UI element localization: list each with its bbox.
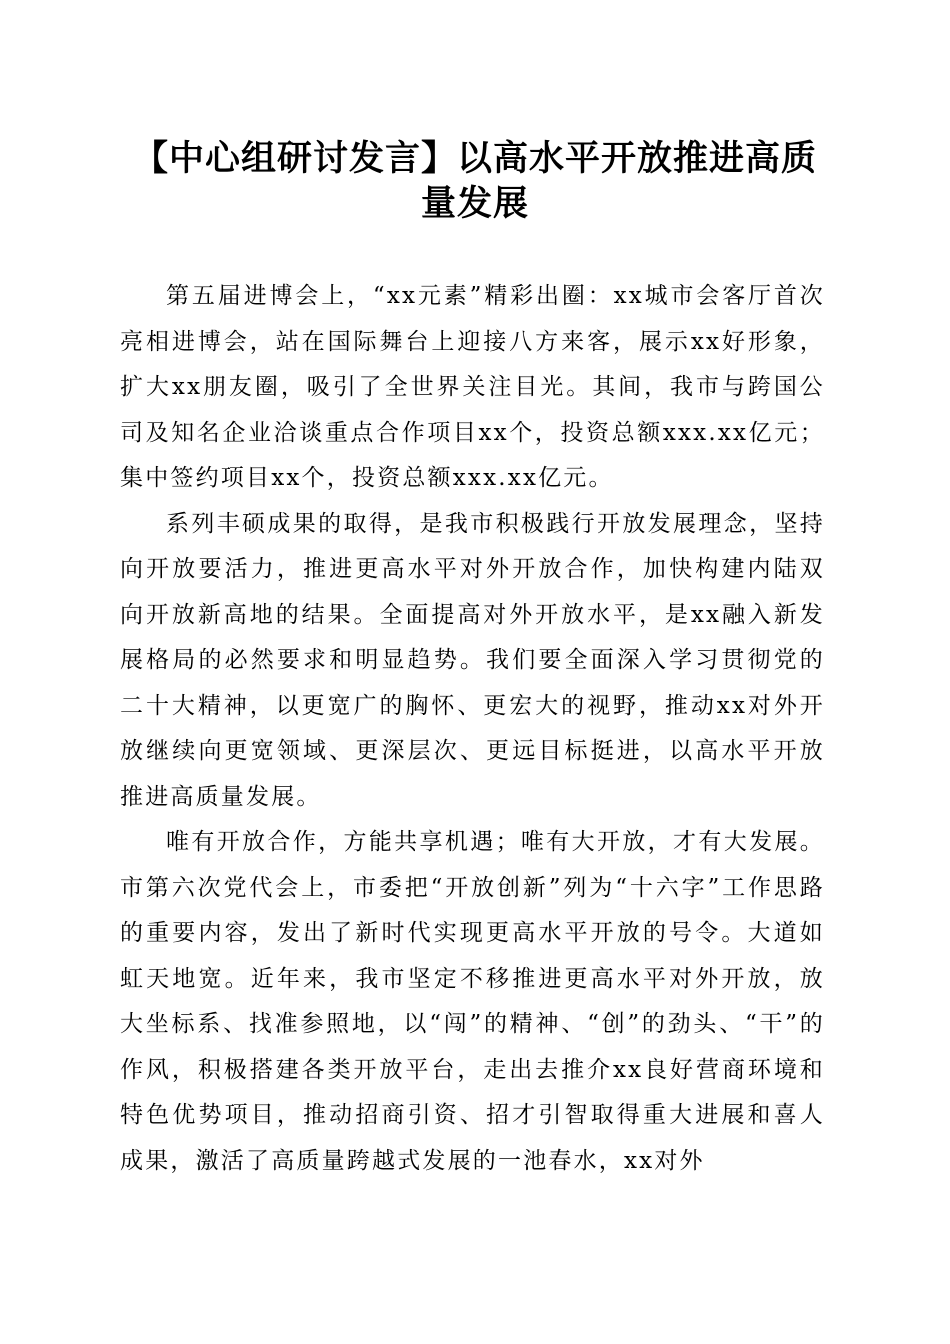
paragraph-1: 第五届进博会上，“xx元素”精彩出圈：xx城市会客厅首次亮相进博会，站在国际舞台上迎接八方来客，展示xx好形象，扩大xx朋友圈，吸引了全世界关注目光。其间，我市与跨国公司及知名企业洽谈重点合作项目xx个，投资总额xxx.xx亿元；集中签约项目xx个，投资总额xxx.xx亿元。 [120,283,825,491]
document-title: 【中心组研讨发言】以高水平开放推进高质量发展 [132,138,817,224]
document-body [120,274,825,1184]
paragraph-2: 系列丰硕成果的取得，是我市积极践行开放发展理念，坚持向开放要活力，推进更高水平对外开放合作，加快构建内陆双向开放新高地的结果。全面提高对外开放水平，是xx融入新发展格局的必然要求和明显趋势。我们要全面深入学习贯彻党的二十大精神，以更宽广的胸怀、更宏大的视野，推动xx对外开放继续向更宽领域、更深层次、更远目标挺进，以高水平开放推进高质量发展。 [120,510,825,810]
paragraph-3: 唯有开放合作，方能共享机遇；唯有大开放，才有大发展。市第六次党代会上，市委把“开放创新”列为“十六字”工作思路的重要内容，发出了新时代实现更高水平开放的号令。大道如虹天地宽。近年来，我市坚定不移推进更高水平对外开放，放大坐标系、找准参照地，以“闯”的精神、“创”的劲头、“干”的作风，积极搭建各类开放平台，走出去推介xx良好营商环境和特色优势项目，推动招商引资、招才引智取得重大进展和喜人成果，激活了高质量跨越式发展的一池春水，xx对外 [120,829,825,1174]
